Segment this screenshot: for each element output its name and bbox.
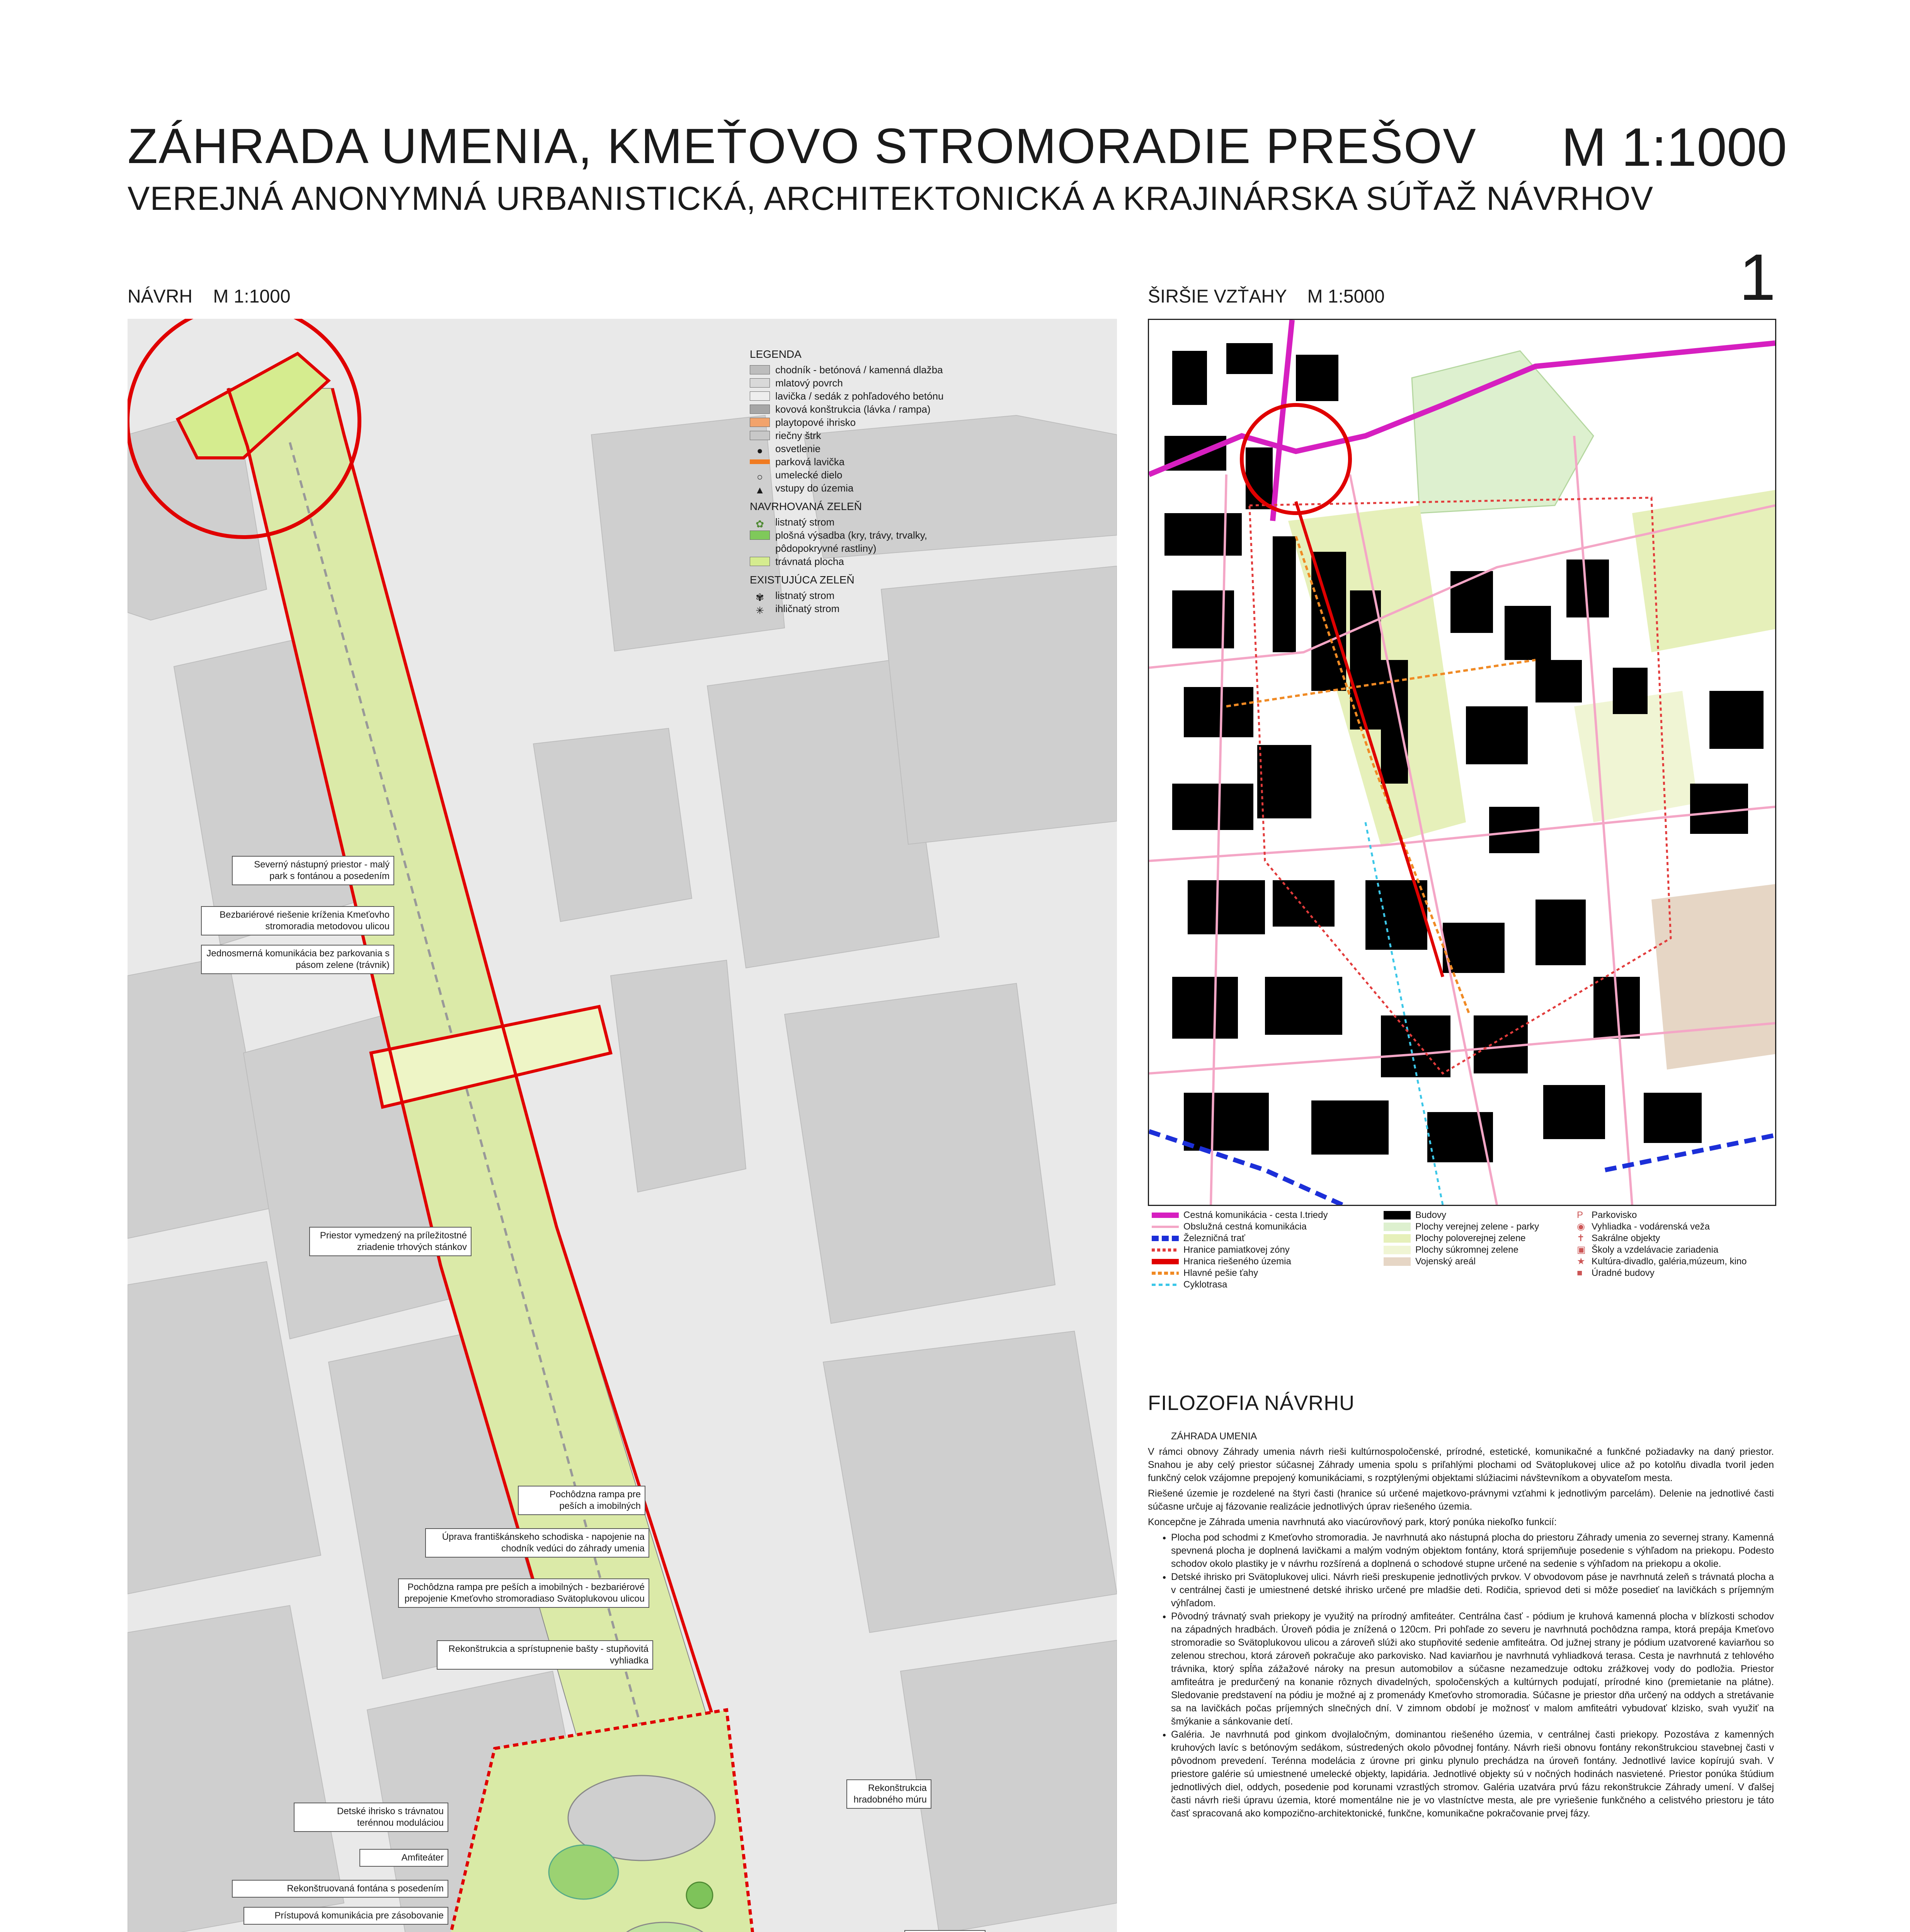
- legend-item: parková lavička: [750, 455, 989, 468]
- legend-item: trávnatá plocha: [750, 555, 989, 568]
- annotation-north-entry: Severný nástupný priestor - malý park s fontánou a posedením: [232, 856, 394, 885]
- context-legend-item: Železničná trať: [1152, 1233, 1376, 1244]
- legend-item: ○ umelecké dielo: [750, 468, 989, 481]
- context-plan-label: [1148, 286, 1385, 307]
- philosophy-bullet: • Detské ihrisko pri Svätoplukovej ulici. Návrh rieši preskupenie jednotlivých prvkov. V obvodovom páse je navrhnutá zeleň s trávnatá plocha a v centrálnej časti je umiestnené detské ihrisko určené pre mladšie deti. Rodičia, sprievod deti si môže posedieť na lavičkách s príjemným výhľadom.: [1171, 1570, 1774, 1610]
- school-icon: ▣: [1577, 1245, 1586, 1255]
- context-legend-col3: [1577, 1209, 1770, 1279]
- legend-item: lavička / sedák z pohľadového betónu: [750, 389, 989, 403]
- philosophy-top: [1148, 1430, 1774, 1820]
- legend: [750, 348, 989, 615]
- legend-item: playtopové ihrisko: [750, 416, 989, 429]
- viewpoint-icon: ◉: [1577, 1221, 1585, 1232]
- context-plan-drawing: [1149, 320, 1775, 1205]
- legend-item: chodník - betónová / kamenná dlažba: [750, 363, 989, 376]
- context-legend-item: Hranice pamiatkovej zóny: [1152, 1244, 1376, 1256]
- annotation-amphitheatre: Amfiteáter: [359, 1849, 448, 1867]
- playground-mound: [549, 1845, 618, 1899]
- annotation-street-workout: [904, 1930, 986, 1932]
- context-legend-item: Plochy poloverejnej zelene: [1384, 1233, 1569, 1244]
- context-legend-item: ■ Úradné budovy: [1577, 1268, 1655, 1278]
- annotation-ramp-north: Pochôdzna rampa pre peších a imobilných: [518, 1486, 645, 1515]
- context-legend-item: ✝ Sakrálne objekty: [1577, 1233, 1660, 1243]
- annotation-bastion: Rekonštrukcia a sprístupnenie bašty - stupňovitá vyhliadka: [437, 1640, 653, 1670]
- annotation-children-playground: Detské ihrisko s trávnatou terénnou moduláciou: [294, 1803, 448, 1832]
- swatch-paving: [750, 365, 770, 374]
- entry-triangle-icon: ▲: [755, 484, 765, 496]
- legend-title: LEGENDA: [750, 348, 802, 360]
- context-legend-item: Obslužná cestná komunikácia: [1152, 1221, 1376, 1233]
- parking-icon: P: [1577, 1210, 1583, 1220]
- context-legend-item: Hlavné pešie ťahy: [1152, 1267, 1376, 1279]
- legend-item: ✾ listnatý strom: [750, 589, 989, 602]
- legend-item: ▲ vstupy do územia: [750, 481, 989, 495]
- context-plan-title: ŠIRŠIE VZŤAHY: [1148, 286, 1287, 307]
- context-legend-item: Cyklotrasa: [1152, 1279, 1376, 1291]
- philosophy-bullet: • Pôvodný trávnatý svah priekopy je využitý na prírodný amfiteáter. Centrálna časť - pódium je kruhová kamenná plocha v blízkosti schodov na západných hradbách. Úroveň pódia je znížená o 120cm. Pri pohľade zo severu je navrhnutá pochôdzna rampa, ktorá prepája Kmeťovo stromoradie so Svätoplukovou ulicou a zároveň slúži ako stupňovité sedenie amfiteátra. Od južnej strany je pódium uzatvorené kaviarňou so zelenou strechou, ktorá zároveň pokračuje ako parkovisko. Nad kaviarňou je navrhnutá vyhliadková terasa. Cesta je navrhnutá z tehlového trávnika, ktorý spĺňa zážažové nároky na presun automobilov a súčasne nezamedzuje odtoku zrážkovej vody do podložia. Priestor amfiteátra je predurčený na konanie rôznych divadelných, spoločenských a kultúrnych podujatí, prírodné kino (premietanie na plátne). Sledovanie predstavení na pódiu je možné aj z promenády Kmeťovho stromoradia. Súčasne je priestor dňa určený na oddych a stretávanie sa na lavičkách počas príjemných slnečných dní. V zimnom období je možnosť v malom amfiteátri vybudovať klzisko, svah využiť na šmýkanie a sánkovanie detí.: [1171, 1610, 1774, 1728]
- semi-public-green: [1632, 490, 1775, 652]
- swatch-river-gravel: [750, 431, 770, 440]
- main-scale: M 1:1000: [1561, 117, 1787, 177]
- legend-item: plošná výsadba (kry, trávy, trvalky, pôdopokryvné rastliny): [750, 529, 989, 555]
- sheet-number: 1: [1739, 241, 1776, 314]
- context-legend-item: Vojenský areál: [1384, 1256, 1569, 1267]
- swatch-metal-structure: [750, 405, 770, 414]
- context-legend-item: Hranica riešeného územia: [1152, 1256, 1376, 1267]
- legend-item: kovová konštrukcia (lávka / rampa): [750, 403, 989, 416]
- page-subtitle: VEREJNÁ ANONYMNÁ URBANISTICKÁ, ARCHITEKTONICKÁ A KRAJINÁRSKA SÚŤAŽ NÁVRHOV: [128, 180, 1654, 217]
- annotation-supply-road: Prístupová komunikácia pre zásobovanie: [243, 1907, 448, 1925]
- artwork-icon: ○: [757, 471, 763, 483]
- office-icon: ■: [1577, 1268, 1583, 1278]
- design-plan-scale: M 1:1000: [213, 286, 291, 307]
- context-legend: [1152, 1209, 1770, 1310]
- philosophy-title: FILOZOFIA NÁVRHU: [1148, 1391, 1355, 1415]
- legend-proposed-green-title: NAVRHOVANÁ ZELEŇ: [750, 500, 862, 512]
- page-title: ZÁHRADA UMENIA, KMEŤOVO STROMORADIE PREŠOV: [128, 119, 1477, 174]
- philosophy-paragraph: V rámci obnovy Záhrady umenia návrh rieši kultúrnospoločenské, prírodné, estetické, komunikačné a funkčné požiadavky na daný priestor. Snahou je aby celý priestor súčasnej Záhrady umenia spolu s priľahlými plochami od Svätoplukovej ulice až po kotolňu divadla tvoril jeden funkčný celok vzájomne prepojený komunikáciami, s rozptýlenými objektami slúžiacimi návštevníkom a obyvateľom mesta.: [1148, 1446, 1774, 1483]
- context-legend-item: Budovy: [1384, 1209, 1569, 1221]
- context-legend-col1: [1152, 1209, 1376, 1291]
- annotation-one-way-road: Jednosmerná komunikácia bez parkovania s pásom zelene (trávnik): [201, 945, 394, 974]
- swatch-concrete-bench: [750, 391, 770, 401]
- context-legend-item: ★ Kultúra-divadlo, galéria,múzeum, kino: [1577, 1256, 1747, 1267]
- philosophy-paragraph: Koncepčne je Záhrada umenia navrhnutá ako viacúrovňový park, ktorý ponúka niekoľko funkcií:: [1148, 1517, 1557, 1527]
- legend-item: riečny štrk: [750, 429, 989, 442]
- swatch-gravel-surface: [750, 378, 770, 388]
- context-plan-map: [1148, 319, 1776, 1206]
- existing-deciduous-tree-icon: ✾: [756, 592, 764, 603]
- context-legend-item: P Parkovisko: [1577, 1210, 1637, 1220]
- swatch-park-bench: [750, 459, 770, 464]
- annotation-crossing: Bezbariérové riešenie kríženia Kmeťovho stromoradia metodovou ulicou: [201, 906, 394, 935]
- context-legend-col2: [1384, 1209, 1569, 1267]
- philosophy-intro-heading: ZÁHRADA UMENIA: [1171, 1431, 1257, 1442]
- philosophy-bullet: • Galéria. Je navrhnutá pod ginkom dvojlaločným, dominantou riešeného územia, v centrálnej časti priekopy. Pozostáva z kamenných kruhových lavíc s betónovým sedákom, sústredených okolo pôvodnej fontány. Návrh rieši obnovu fontány rekonštrukciou stavebnej časti v pôvodnom prevedení. Terénna modelácia z úrovne pri ginku plynulo prechádza na úroveň fontány. Jednotlivé lavice kopírujú svah. V priestore galérie sú umiestnené umelecké objekty, lapidária. Jednotlivé objekty sú v nočných hodinách nasvietené. Priestor ponúka štúdium jednotlivých diel, oddych, posedenie pod korunami vzrastlých stromov. Galéria uzatvára prvú fázu rekonštrukcie Záhrady umení. V ďalšej časti návrh rieši úpravu územia, ktoré momentálne nie je vo vlastníctve mesta, ale pre vyriešenie funkčného a celistvého priestoru je táto časť spracovaná ako kompozično-architektonické, funkčne, komunikačne pokračovanie prvej fázy.: [1171, 1728, 1774, 1820]
- swatch-lawn: [750, 557, 770, 566]
- legend-existing-green-title: EXISTUJÚCA ZELEŇ: [750, 574, 855, 586]
- context-legend-item: ◉ Vyhliadka - vodárenská veža: [1577, 1221, 1710, 1232]
- design-plan-label: [128, 286, 291, 307]
- philosophy-bullet: • Plocha pod schodmi z Kmeťovho stromoradia. Je navrhnutá ako nástupná plocha do priestoru Záhrady umenia zo severnej strany. Kamenná spevnená plocha je doplnená lavičkami a malým vodným objektom fontány, ktorá sprijemňuje posedenie s výhľadom na priekopu. Podesto schodov okolo plastiky je v návrhu rozšírená a doplnená o schodové stupne určené na sedenie s výhľadom na priekopu a okolie.: [1171, 1531, 1774, 1570]
- sacral-icon: ✝: [1577, 1233, 1585, 1243]
- legend-item: ✳ ihličnatý strom: [750, 602, 989, 615]
- annotation-fountain: Rekonštruovaná fontána s posedením: [232, 1880, 448, 1898]
- annotation-wall-reconstruction: Rekonštrukcia hradobného múru: [846, 1779, 931, 1809]
- annotation-market-space: Priestor vymedzený na príležitostné zriadenie trhových stánkov: [309, 1227, 472, 1256]
- existing-conifer-tree-icon: ✳: [756, 605, 764, 616]
- context-legend-item: Plochy súkromnej zelene: [1384, 1244, 1569, 1256]
- swatch-playground: [750, 418, 770, 427]
- context-legend-item: Cestná komunikácia - cesta I.triedy: [1152, 1209, 1376, 1221]
- context-legend-item: ▣ Školy a vzdelávacie zariadenia: [1577, 1245, 1719, 1255]
- design-plan-map: [128, 319, 1117, 1932]
- context-legend-item: Plochy verejnej zelene - parky: [1384, 1221, 1569, 1233]
- annotation-ramp-svatoplukova: Pochôdzna rampa pre peších a imobilných - bezbariérové prepojenie Kmeťovho stromoradiaso Svätoplukovou ulicou: [398, 1578, 649, 1608]
- deciduous-tree-icon: ✿: [756, 518, 764, 530]
- swatch-planting: [750, 531, 770, 540]
- annotation-franciscan-stairs: Úprava františkánskeho schodiska - napojenie na chodník vedúci do záhrady umenia: [425, 1528, 649, 1558]
- culture-icon: ★: [1577, 1256, 1585, 1267]
- legend-item: mlatový povrch: [750, 376, 989, 389]
- legend-item: ✿ listnatý strom: [750, 515, 989, 529]
- legend-item: ● osvetlenie: [750, 442, 989, 455]
- design-plan-title: NÁVRH: [128, 286, 193, 307]
- lighting-icon: ●: [757, 445, 763, 456]
- context-plan-scale: M 1:5000: [1307, 286, 1385, 307]
- philosophy-paragraph: Riešené územie je rozdelené na štyri časti (hranice sú určené majetkovo-právnymi vzťahmi k jednotlivým parcelám). Delenie na jednotlivé časti súčasne určuje aj fázovanie realizácie jednotlivých úprav riešeného územia.: [1148, 1488, 1774, 1512]
